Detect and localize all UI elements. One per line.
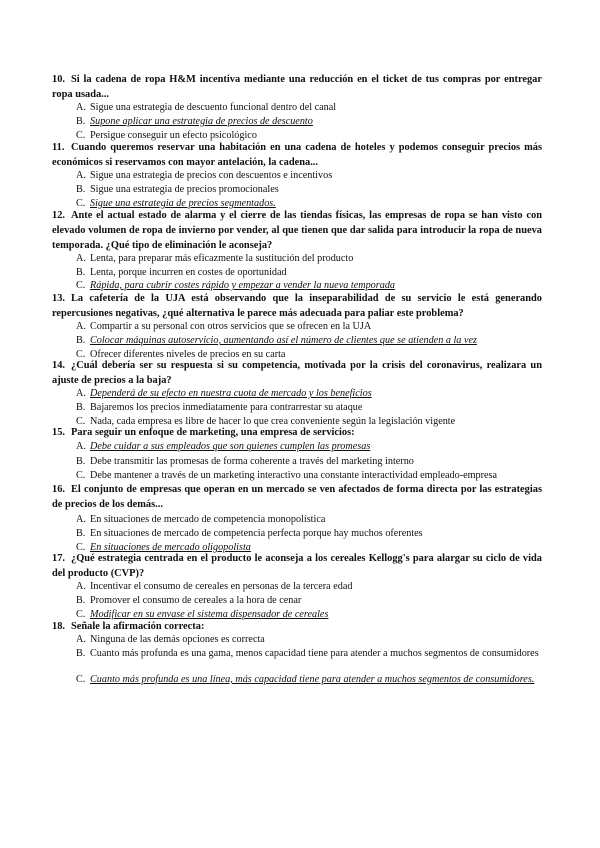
option-c [76, 673, 542, 687]
option-text: Nada, cada empresa es libre de hacer lo que crea conveniente según la legislación vigente [90, 416, 456, 427]
option-b [76, 647, 542, 661]
question-number: 17. [52, 553, 65, 564]
option-letter: B. [76, 116, 86, 127]
question-text [52, 291, 542, 321]
option-b [76, 594, 542, 608]
option-text: Ofrecer diferentes niveles de precios en su carta [90, 349, 286, 360]
question-number: 16. [52, 484, 65, 495]
question-11 [52, 140, 542, 170]
option-a [76, 440, 542, 454]
correct-answer-text: Modificar en su envase el sistema dispensador de cereales [90, 609, 329, 620]
option-text: Sigue una estrategia de precios promocionales [90, 184, 279, 195]
correct-answer-text: Sigue una estrategia de precios segmentados. [90, 198, 276, 209]
option-letter: C. [76, 416, 86, 427]
question-number: 18. [52, 621, 65, 632]
option-letter: C. [76, 470, 86, 481]
option-letter: B. [76, 648, 86, 659]
question-text [52, 551, 542, 581]
question-text [52, 72, 542, 102]
option-letter: B. [76, 528, 86, 539]
question-15 [52, 425, 542, 440]
option-letter: C. [76, 674, 86, 685]
option-letter: A. [76, 634, 86, 645]
question-number: 12. [52, 210, 65, 221]
option-letter: B. [76, 402, 86, 413]
correct-answer-text: Dependerá de su efecto en nuestra cuota de mercado y los beneficios [90, 388, 372, 399]
question-18 [52, 619, 542, 634]
question-12 [52, 208, 542, 254]
option-b [76, 334, 542, 348]
question-number: 10. [52, 74, 65, 85]
question-body: Ante el actual estado de alarma y el cierre de las tiendas físicas, las empresas de ropa se han visto con elevado volumen de ropa de invierno por vender, al que tienen que dar salida para introducir la ropa de nueva temporada. ¿Qué tipo de eliminación le aconseja? [52, 210, 542, 252]
option-letter: C. [76, 349, 86, 360]
option-letter: A. [76, 102, 86, 113]
option-letter: C. [76, 609, 86, 620]
option-letter: C. [76, 542, 86, 553]
option-text: Ninguna de las demás opciones es correcta [90, 634, 265, 645]
option-a [76, 513, 542, 527]
question-text [52, 208, 542, 254]
option-letter: A. [76, 170, 86, 181]
option-a [76, 633, 542, 647]
question-text [52, 425, 542, 440]
question-number: 11. [52, 142, 65, 153]
option-text: Sigue una estrategia de precios con descuentos e incentivos [90, 170, 333, 181]
option-text: Lenta, porque incurren en costes de oportunidad [90, 267, 287, 278]
option-letter: C. [76, 280, 86, 291]
option-text: Bajaremos los precios inmediatamente para contrarrestar su ataque [90, 402, 363, 413]
option-letter: B. [76, 335, 86, 346]
question-number: 14. [52, 360, 65, 371]
question-13 [52, 291, 542, 321]
correct-answer-text: Rápida, para cubrir costes rápido y empezar a vender la nueva temporada [90, 280, 396, 291]
option-text: Debe transmitir las promesas de forma coherente a través del marketing interno [90, 456, 414, 467]
question-number: 13. [52, 293, 65, 304]
option-letter: B. [76, 267, 86, 278]
question-body: ¿Qué estrategia centrada en el producto le aconseja a los cereales Kellogg's para alargar su ciclo de vida del producto (CVP)? [52, 553, 542, 580]
option-text: Lenta, para preparar más eficazmente la sustitución del producto [90, 253, 354, 264]
option-b [76, 455, 542, 469]
question-text [52, 358, 542, 388]
option-letter: B. [76, 595, 86, 606]
option-a [76, 320, 542, 334]
question-body: Señale la afirmación correcta: [71, 621, 205, 632]
question-text [52, 140, 542, 170]
question-body: Para seguir un enfoque de marketing, una empresa de servicios: [71, 427, 355, 438]
question-text [52, 619, 542, 634]
option-letter: C. [76, 130, 86, 141]
question-body: Cuando queremos reservar una habitación en una cadena de hoteles y podemos conseguir precios más económicos si reservamos con mayor antelación, la cadena... [52, 142, 542, 169]
question-text [52, 482, 542, 512]
option-text: Incentivar el consumo de cereales en personas de la tercera edad [90, 581, 353, 592]
option-letter: B. [76, 184, 86, 195]
correct-answer-text: Supone aplicar una estrategia de precios de descuento [90, 116, 313, 127]
option-text: Promover el consumo de cereales a la hora de cenar [90, 595, 302, 606]
option-text: Compartir a su personal con otros servicios que se ofrecen en la UJA [90, 321, 372, 332]
question-17 [52, 551, 542, 581]
option-letter: A. [76, 514, 86, 525]
option-text: En situaciones de mercado de competencia monopolística [90, 514, 326, 525]
correct-answer-text: Colocar máquinas autoservicio, aumentando así el número de clientes que se atienden a la vez [90, 335, 477, 346]
question-10 [52, 72, 542, 102]
option-letter: A. [76, 253, 86, 264]
option-b [76, 266, 542, 280]
option-b [76, 183, 542, 197]
question-14 [52, 358, 542, 388]
option-letter: C. [76, 198, 86, 209]
option-letter: A. [76, 321, 86, 332]
question-number: 15. [52, 427, 65, 438]
question-body: Si la cadena de ropa H&M incentiva mediante una reducción en el ticket de tus compras por entregar ropa usada... [52, 74, 542, 101]
option-text: Sigue una estrategia de descuento funcional dentro del canal [90, 102, 337, 113]
question-body: El conjunto de empresas que operan en un mercado se ven afectados de forma directa por las estrategias de precios de los demás... [52, 484, 542, 511]
question-body: ¿Cuál debería ser su respuesta si su competencia, motivada por la crisis del coronavirus, realizara un ajuste de precios a la baja? [52, 360, 542, 387]
option-c [76, 469, 542, 483]
correct-answer-text: Debe cuidar a sus empleados que son quienes cumplen las promesas [90, 441, 371, 452]
option-text: En situaciones de mercado de competencia perfecta porque hay muchos oferentes [90, 528, 423, 539]
question-body: La cafetería de la UJA está observando que la inseparabilidad de su servicio le está generando repercusiones negativas, ¿qué alternativa le parece más adecuada para paliar este problema? [52, 293, 542, 320]
option-b [76, 115, 542, 129]
option-a [76, 169, 542, 183]
correct-answer-text: En situaciones de mercado oligopolista [90, 542, 251, 553]
correct-answer-text: Cuanto más profunda es una línea, más capacidad tiene para atender a muchos segmentos de consumidores. [90, 674, 535, 685]
option-a [76, 387, 542, 401]
option-letter: A. [76, 581, 86, 592]
option-letter: A. [76, 388, 86, 399]
question-16 [52, 482, 542, 512]
option-text: Debe mantener a través de un marketing interactivo una constante interactividad empleado-empresa [90, 470, 498, 481]
option-a [76, 580, 542, 594]
option-text: Cuanto más profunda es una gama, menos capacidad tiene para atender a muchos segmentos de consumidores [90, 648, 539, 659]
option-b [76, 401, 542, 415]
option-letter: A. [76, 441, 86, 452]
option-letter: B. [76, 456, 86, 467]
option-a [76, 101, 542, 115]
option-a [76, 252, 542, 266]
option-b [76, 527, 542, 541]
option-text: Persigue conseguir un efecto psicológico [90, 130, 257, 141]
